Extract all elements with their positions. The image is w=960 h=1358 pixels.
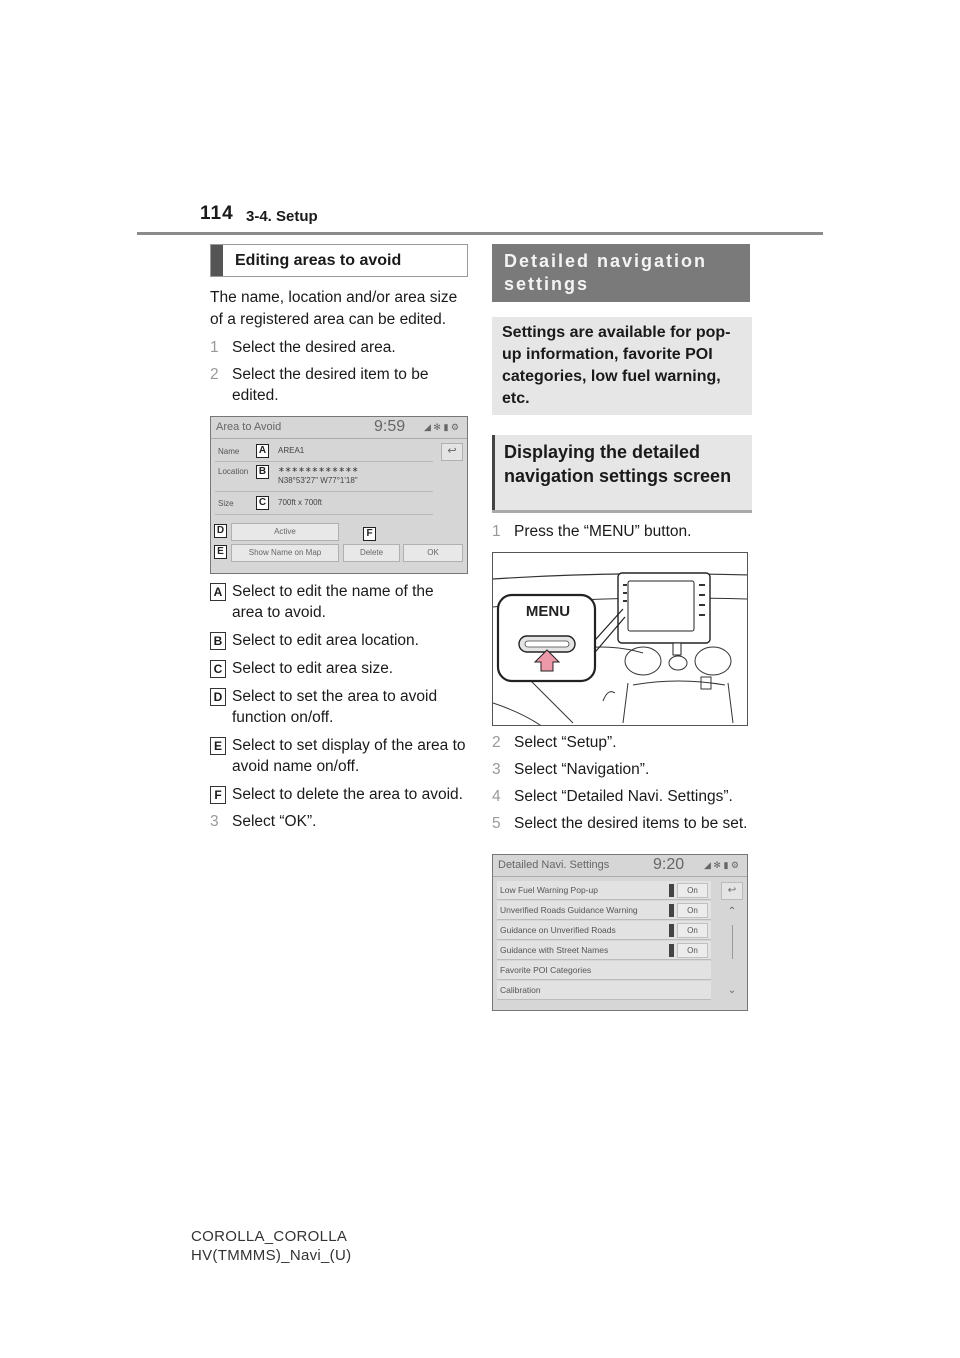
item-c [210, 658, 468, 679]
subsection-title: Displaying the detailed navigation settings screen [492, 435, 752, 513]
setting-label: Favorite POI Categories [500, 965, 592, 975]
setting-row-low-fuel-warning[interactable] [497, 881, 711, 900]
screen-title: Area to Avoid [216, 421, 282, 433]
item-text: Select to edit area size. [232, 660, 394, 677]
callout-f: F [363, 527, 376, 541]
item-b [210, 630, 468, 651]
letter-box: C [210, 660, 226, 678]
scroll-up-icon[interactable]: ⌃ [727, 906, 737, 917]
step-text: Select “Setup”. [514, 734, 617, 751]
back-button[interactable]: ↩ [441, 443, 463, 461]
location-label: Location [218, 467, 249, 476]
back-button[interactable]: ↩ [721, 882, 743, 900]
setting-value[interactable]: On [677, 923, 708, 938]
footer [191, 1227, 351, 1265]
step-text: Select “Detailed Navi. Settings”. [514, 788, 733, 805]
setting-value[interactable]: On [677, 943, 708, 958]
item-d [210, 686, 468, 728]
ok-button[interactable]: OK [403, 544, 463, 562]
letter-box: F [210, 786, 226, 804]
toggle-indicator [669, 904, 674, 917]
toggle-indicator [669, 944, 674, 957]
title-divider [211, 438, 467, 439]
status-icons: ◢ ✻ ▮ ⚙ [424, 422, 459, 432]
step-number: 3 [210, 813, 219, 830]
status-icons: ◢ ✻ ▮ ⚙ [704, 860, 739, 870]
setting-value[interactable]: On [677, 883, 708, 898]
left-column [210, 244, 468, 832]
setting-label: Unverified Roads Guidance Warning [500, 905, 638, 915]
right-column [492, 244, 752, 1011]
screen-title: Detailed Navi. Settings [498, 859, 610, 871]
row-divider [215, 514, 433, 515]
setting-label: Guidance on Unverified Roads [500, 925, 616, 935]
size-label: Size [218, 499, 234, 508]
delete-button[interactable]: Delete [343, 544, 400, 562]
callout-d: D [214, 524, 227, 538]
step-text: Press the “MENU” button. [514, 523, 692, 540]
menu-button-label: MENU [525, 603, 571, 620]
step-2 [210, 364, 468, 406]
step-3 [210, 811, 468, 832]
detailed-navi-settings-screen [492, 854, 748, 1011]
name-label: Name [218, 447, 240, 456]
intro-paragraph: The name, location and/or area size of a registered area can be edited. [210, 289, 458, 328]
page-number: 114 [200, 203, 234, 224]
step-text: Select the desired area. [232, 339, 396, 356]
callout-a: A [256, 444, 269, 458]
step-text: Select “Navigation”. [514, 761, 650, 778]
letter-box: D [210, 688, 226, 706]
setting-row-favorite-poi[interactable] [497, 961, 711, 980]
setting-label: Guidance with Street Names [500, 945, 609, 955]
item-text: Select to edit area location. [232, 632, 419, 649]
item-text: Select to edit the name of the area to avoid. [232, 583, 434, 621]
footer-line-1: COROLLA_COROLLA [191, 1228, 348, 1245]
section-title-detailed-navigation: Detailed navigation settings [492, 244, 750, 302]
setting-value[interactable]: On [677, 903, 708, 918]
letter-box: A [210, 583, 226, 601]
clock: 9:59 [374, 418, 406, 435]
step-number: 1 [492, 523, 501, 540]
toggle-indicator [669, 884, 674, 897]
setting-row-unverified-roads-warning[interactable] [497, 901, 711, 920]
step-number: 1 [210, 339, 219, 356]
show-name-on-map-button[interactable]: Show Name on Map [231, 544, 339, 562]
item-text: Select to delete the area to avoid. [232, 786, 463, 803]
step-5 [492, 813, 752, 834]
item-text: Select to set display of the area to avoid name on/off. [232, 737, 466, 775]
step-2 [492, 732, 752, 753]
toggle-indicator [669, 924, 674, 937]
step-text: Select the desired item to be edited. [232, 366, 429, 404]
step-number: 2 [492, 734, 501, 751]
intro-box: Settings are available for pop-up information, favorite POI categories, low fuel warning, etc. [492, 317, 752, 415]
callout-b: B [256, 465, 269, 479]
step-number: 5 [492, 815, 501, 832]
active-button[interactable]: Active [231, 523, 339, 541]
size-value[interactable]: 700ft x 700ft [278, 498, 323, 507]
dashboard-drawing [493, 553, 748, 726]
step-3 [492, 759, 752, 780]
location-coords[interactable]: N38°53'27" W77°1'18" [278, 476, 358, 485]
item-text: Select to set the area to avoid function on/off. [232, 688, 438, 726]
setting-row-guidance-street-names[interactable] [497, 941, 711, 960]
step-1 [210, 337, 468, 358]
section-breadcrumb: 3-4. Setup [246, 208, 318, 225]
footer-line-2: HV(TMMMS)_Navi_(U) [191, 1247, 352, 1264]
setting-label: Calibration [500, 985, 541, 995]
scroll-down-icon[interactable]: ⌄ [727, 985, 737, 996]
callout-e: E [214, 545, 227, 559]
step-number: 2 [210, 366, 219, 383]
item-e [210, 735, 468, 777]
clock: 9:20 [653, 856, 685, 873]
item-a [210, 581, 468, 623]
row-divider [215, 491, 433, 492]
location-stars[interactable]: ∗∗∗∗∗∗∗∗∗∗∗∗ [278, 465, 359, 474]
setting-row-guidance-unverified-roads[interactable] [497, 921, 711, 940]
callout-c: C [256, 496, 269, 510]
name-value[interactable]: AREA1 [278, 446, 305, 455]
section-title-editing-areas: Editing areas to avoid [210, 244, 468, 277]
area-to-avoid-screen [210, 416, 468, 574]
row-divider [215, 461, 433, 462]
step-number: 3 [492, 761, 501, 778]
step-text: Select “OK”. [232, 813, 317, 830]
item-f [210, 784, 468, 805]
step-1 [492, 521, 752, 542]
step-number: 4 [492, 788, 501, 805]
setting-label: Low Fuel Warning Pop-up [500, 885, 598, 895]
scrollbar[interactable] [732, 925, 733, 959]
step-4 [492, 786, 752, 807]
letter-box: B [210, 632, 226, 650]
letter-box: E [210, 737, 226, 755]
title-divider [493, 876, 747, 877]
dashboard-illustration [492, 552, 748, 726]
setting-row-calibration[interactable] [497, 981, 711, 1000]
header-rule [137, 232, 823, 235]
step-text: Select the desired items to be set. [514, 815, 748, 832]
